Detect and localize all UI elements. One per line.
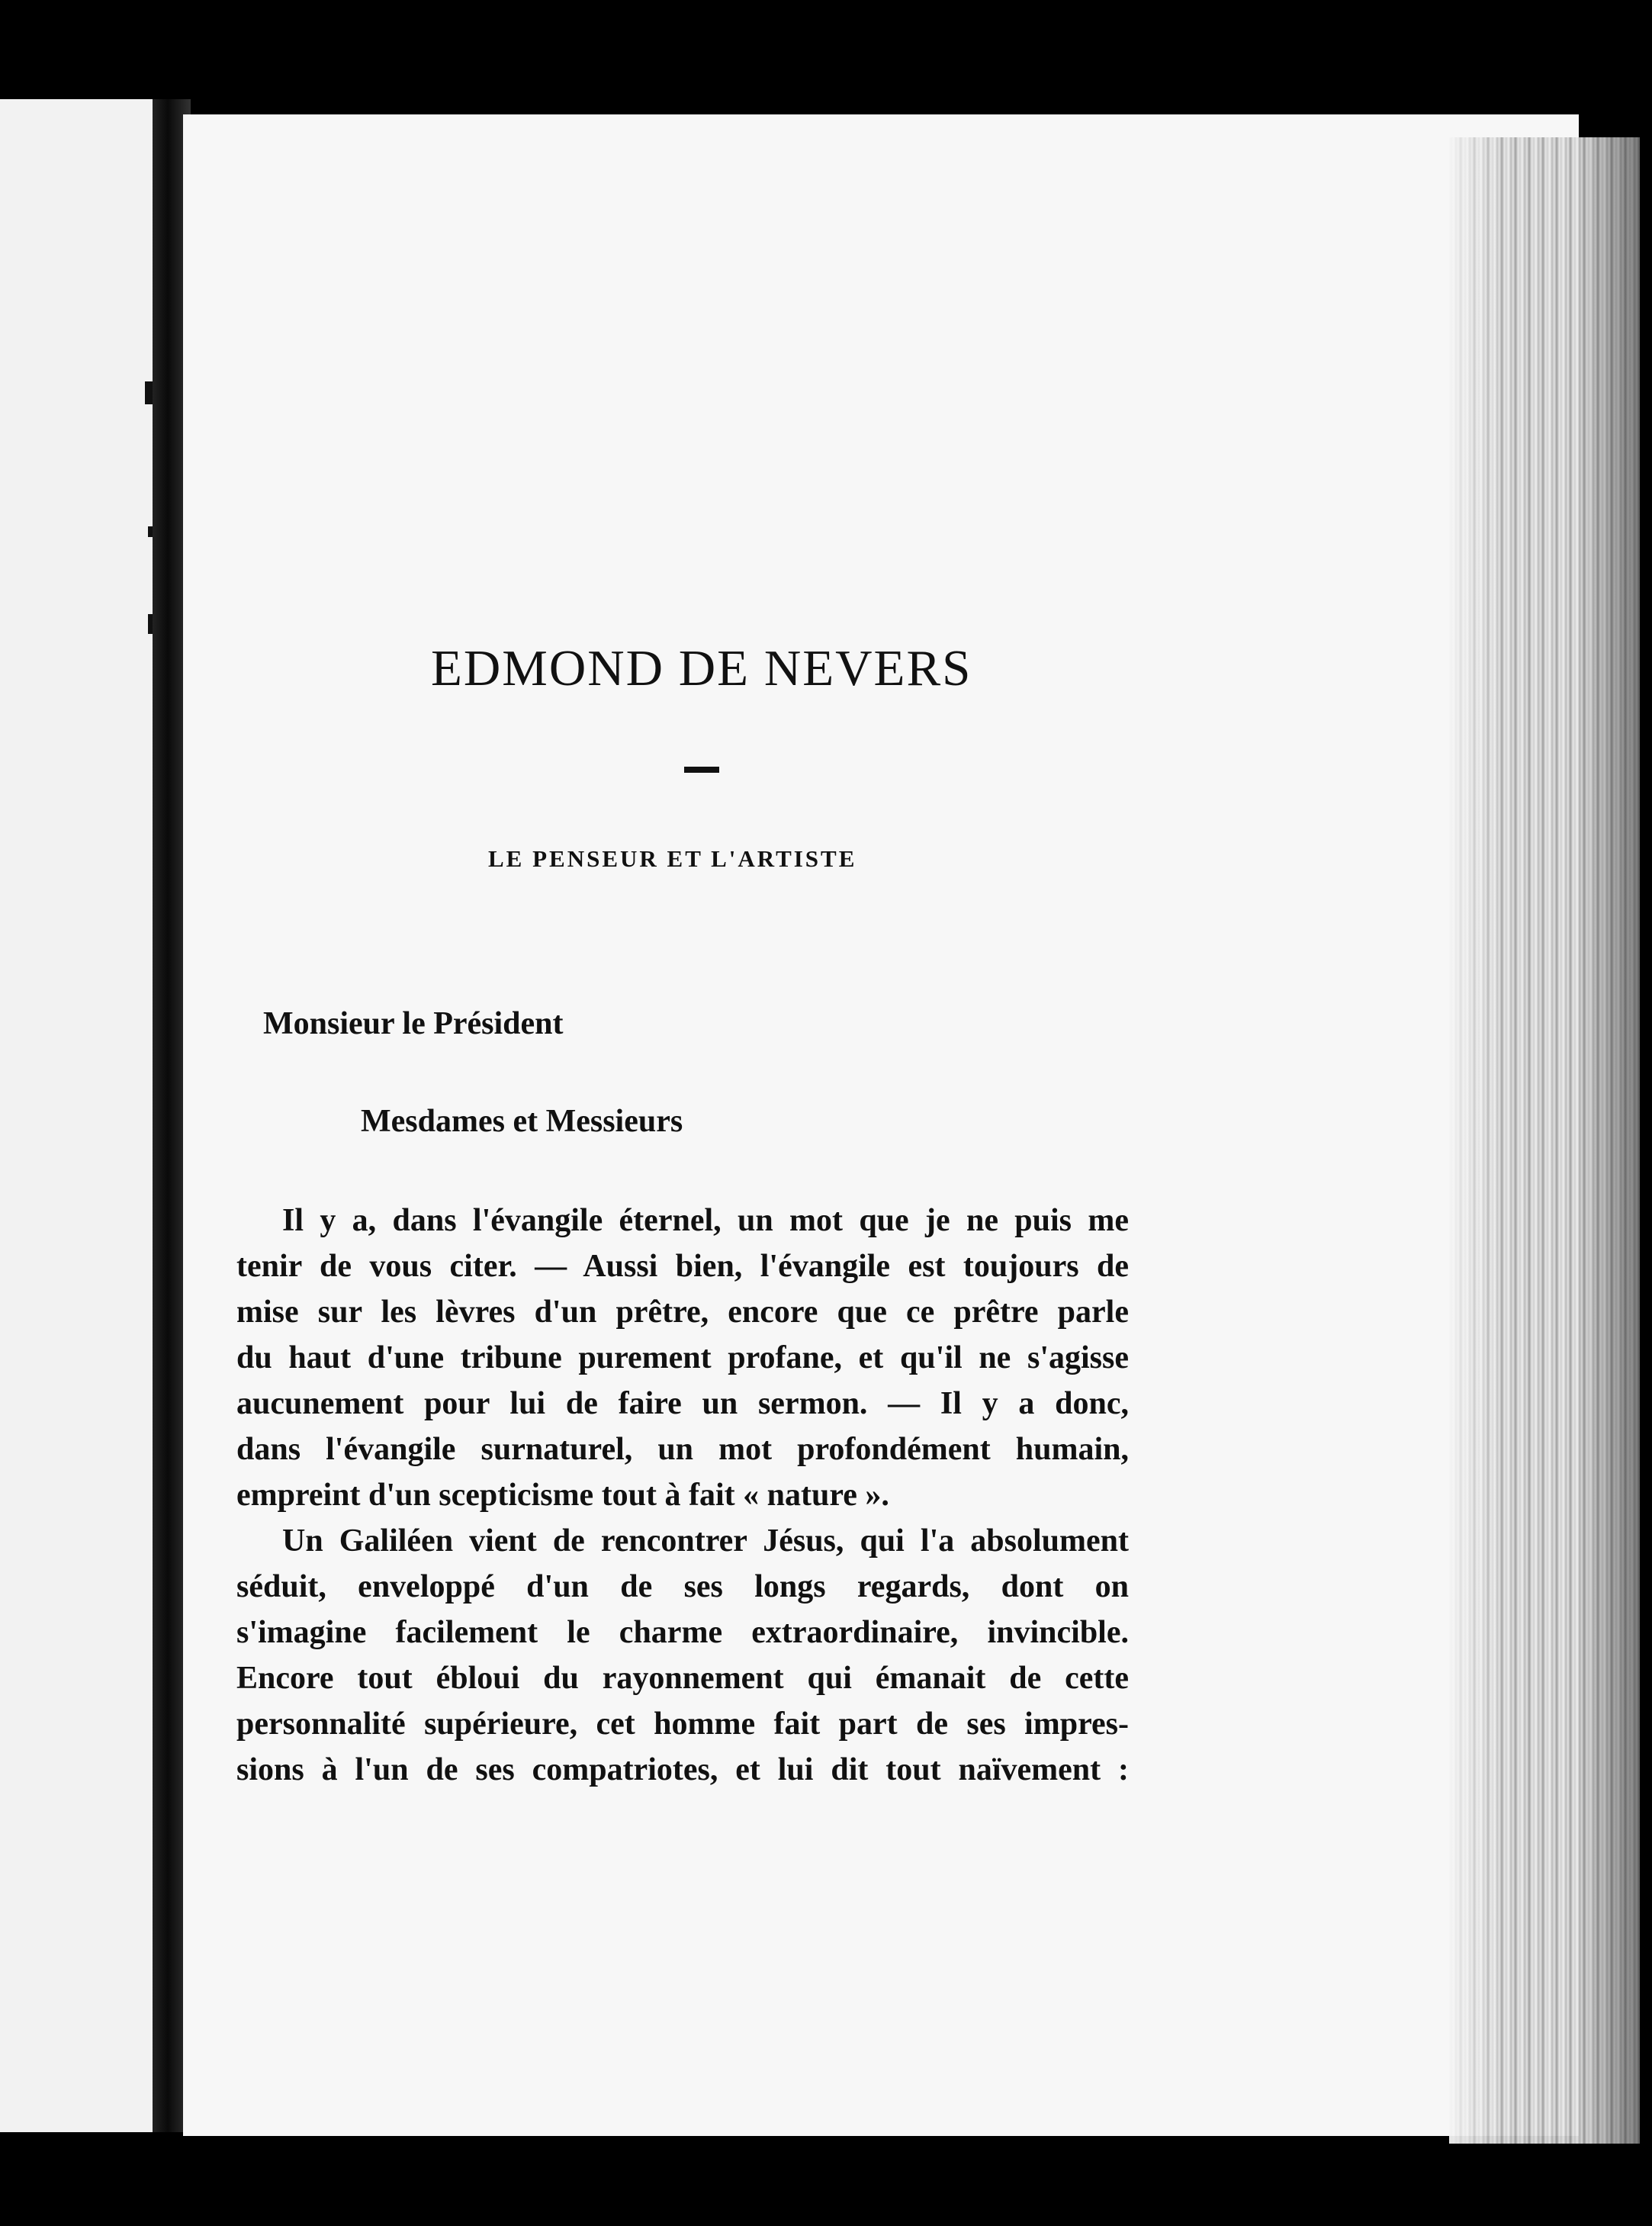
text-line: Un Galiléen vient de rencontrer Jésus, qui l'a absolument — [282, 1523, 1129, 1559]
text-line: Il y a, dans l'évangile éternel, un mot que je ne puis me — [282, 1203, 1129, 1238]
text-line: personnalité supérieure, cet homme fait part de ses impres- — [236, 1706, 1129, 1742]
text-line: tenir de vous citer. — Aussi bien, l'évangile est toujours de — [236, 1249, 1129, 1284]
text-line: du haut d'une tribune purement profane, et qu'il ne s'agisse — [236, 1340, 1129, 1375]
salutation-president: Monsieur le Président — [263, 1006, 564, 1041]
text-line: mise sur les lèvres d'un prêtre, encore que ce prêtre parle — [236, 1295, 1129, 1330]
text-line: dans l'évangile surnaturel, un mot profondément humain, — [236, 1432, 1129, 1467]
text-line: sions à l'un de ses compatriotes, et lui dit tout naïvement : — [236, 1752, 1129, 1787]
title-separator — [684, 767, 719, 773]
page-title: EDMOND DE NEVERS — [431, 640, 972, 696]
paragraph — [236, 1198, 1129, 1518]
salutation-audience: Mesdames et Messieurs — [361, 1104, 683, 1139]
page-subtitle: LE PENSEUR ET L'ARTISTE — [488, 845, 857, 872]
body-text — [236, 1198, 1129, 1793]
text-line: séduit, enveloppé d'un de ses longs regards, dont on — [236, 1569, 1129, 1604]
text-line: aucunement pour lui de faire un sermon. — Il y a donc, — [236, 1386, 1129, 1421]
text-line: Encore tout ébloui du rayonnement qui émanait de cette — [236, 1661, 1129, 1696]
text-line: s'imagine facilement le charme extraordinaire, invincible. — [236, 1615, 1129, 1650]
facing-page — [0, 99, 153, 2132]
text-line: empreint d'un scepticisme tout à fait « nature ». — [236, 1478, 889, 1513]
page-edges — [1449, 137, 1640, 2144]
paragraph — [236, 1518, 1129, 1793]
facing-page-text-fragment — [145, 381, 153, 404]
